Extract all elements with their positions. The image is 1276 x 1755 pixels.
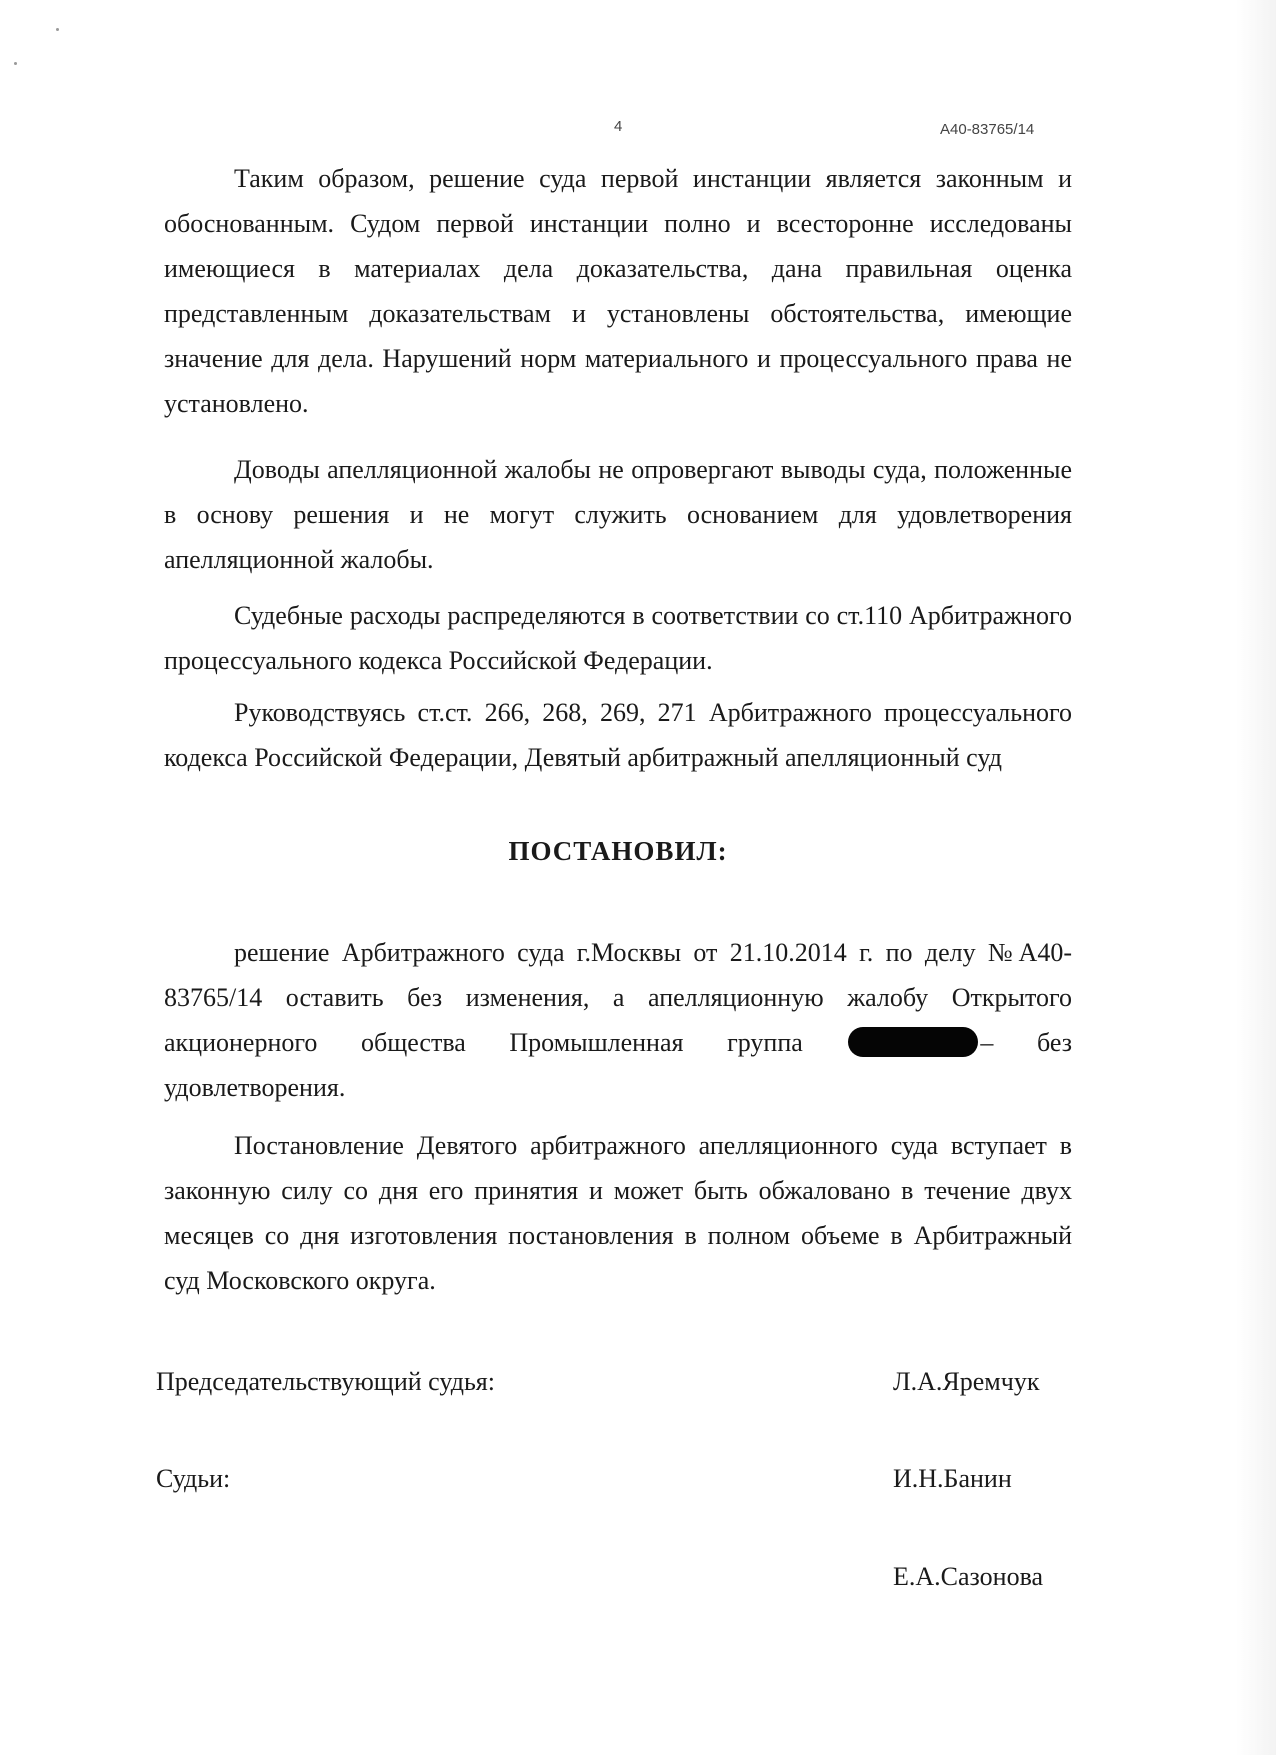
signature-name: Е.А.Сазонова — [893, 1562, 1044, 1591]
paragraph-conclusion: Таким образом, решение суда первой инстанции является законным и обоснованным. Судом первой инстанции полно и всесторонне исследованы имеющиеся в материалах дела доказательства, дана правильная оценка представленным доказательствам и установлены обстоятельства, имеющие значение для дела. Нарушений норм материального и процессуального права не установлено. — [164, 164, 1072, 418]
signature-name: Л.А.Яремчук — [893, 1367, 1040, 1396]
signature-name: И.Н.Банин — [893, 1464, 1012, 1493]
resolution-heading: ПОСТАНОВИЛ: — [508, 836, 728, 866]
paragraph-appeal-arguments: Доводы апелляционной жалобы не опровергают выводы суда, положенные в основу решения и не могут служить основанием для удовлетворения апелляционной жалобы. — [164, 455, 1072, 574]
resolution-text-after: – без удовлетворения. — [164, 1028, 1073, 1102]
paragraph-resolution — [164, 930, 1072, 1110]
scan-speck — [56, 28, 59, 31]
signature-title: Председательствующий судья: — [156, 1367, 495, 1396]
page-number: 4 — [614, 118, 623, 135]
case-number-header: А40-83765/14 — [940, 121, 1035, 138]
scan-speck — [14, 62, 17, 65]
redaction-mark — [848, 1027, 978, 1057]
resolution-text-before: решение Арбитражного суда г.Москвы от 21.10.2014 г. по делу №А40-83765/14 оставить без изменения, а апелляционную жалобу Открытого акционерного общества Промышленная группа — [164, 938, 1072, 1057]
scan-edge-shadow — [1236, 0, 1276, 1755]
signature-title: Судьи: — [156, 1464, 231, 1493]
paragraph-court-costs: Судебные расходы распределяются в соответствии со ст.110 Арбитражного процессуального кодекса Российской Федерации. — [164, 601, 1072, 675]
paragraph-effect: Постановление Девятого арбитражного апелляционного суда вступает в законную силу со дня его принятия и может быть обжаловано в течение двух месяцев со дня изготовления постановления в полном объеме в Арбитражный суд Московского округа. — [164, 1131, 1072, 1295]
paragraph-legal-basis: Руководствуясь ст.ст. 266, 268, 269, 271 Арбитражного процессуального кодекса Российской Федерации, Девятый арбитражный апелляционный суд — [164, 698, 1072, 772]
